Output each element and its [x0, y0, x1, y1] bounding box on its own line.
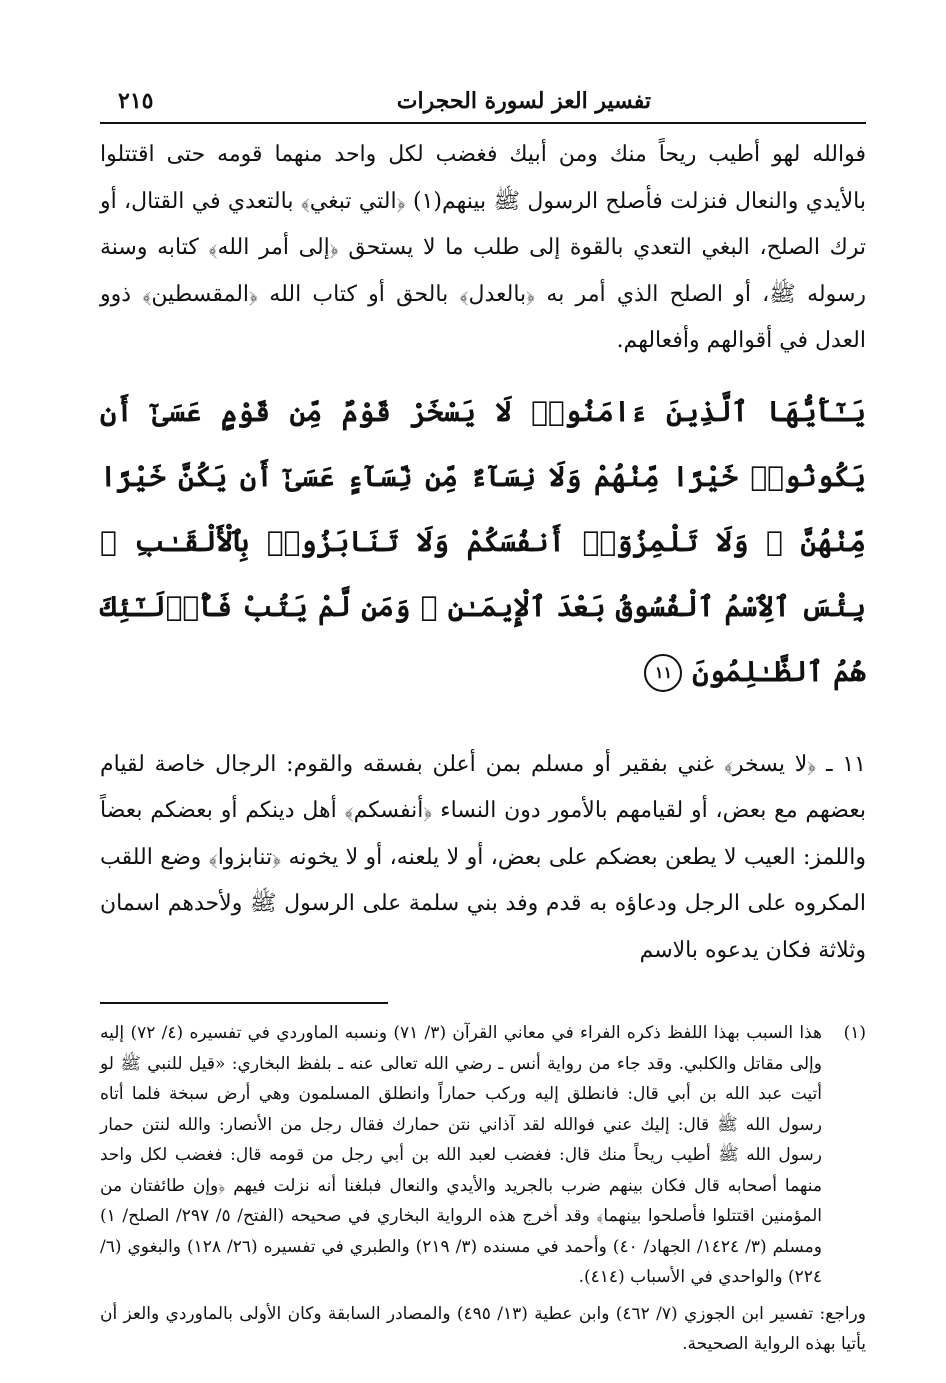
commentary-paragraph-2: ١١ ـ ﴿لا يسخر﴾ غني بفقير أو مسلم بمن أعلن بفسقه والقوم: الرجال خاصة لقيام بعضهم مع بعض، أو لقيامهم بالأمور دون النساء ﴿أنفسكم﴾ أهل دينكم أو بعضكم بعضاً واللمز: العيب لا يطعن بعضكم على بعض، أو لا يلعنه، أو لا يخونه ﴿تنابزوا﴾ وضع اللقب المكروه على الرجل ودعاؤه به قدم وفد بني سلمة على الرسول ﷺ ولأحدهم اسمان وثلاثة فكان يدعوه بالاسم: [100, 751, 866, 963]
footnote-item: [100, 1018, 866, 1293]
running-title: تفسير العز لسورة الحجرات: [396, 88, 651, 114]
quran-verse-text: يَـٰٓأَيُّهَا ٱلَّذِينَ ءَامَنُوا۟ لَا يَسْخَرْ قَوْمٌ مِّن قَوْمٍ عَسَىٰٓ أَن يَكُونُوا۟ خَيْرًا مِّنْهُمْ وَلَا نِسَآءٌ مِّن نِّسَآءٍ عَسَىٰٓ أَن يَكُنَّ خَيْرًا مِّنْهُنَّ ۖ وَلَا تَلْمِزُوٓا۟ أَنفُسَكُمْ وَلَا تَنَابَزُوا۟ بِٱلْأَلْقَـٰبِ ۖ بِئْسَ ٱلِٱسْمُ ٱلْفُسُوقُ بَعْدَ ٱلْإِيمَـٰنِ ۚ وَمَن لَّمْ يَتُبْ فَأُو۟لَـٰٓئِكَ هُمُ ٱلظَّـٰلِمُونَ: [100, 394, 867, 688]
book-page: [100, 86, 867, 1354]
footnote-separator: [100, 1002, 388, 1004]
commentary-paragraph-1: فوالله لهو أطيب ريحاً منك ومن أبيك فغضب لكل واحد منهما قومه حتى اقتتلوا بالأيدي والنعال فنزلت فأصلح الرسول ﷺ بينهم(١) ﴿التي تبغي﴾ بالتعدي في القتال، أو ترك الصلح، البغي التعدي بالقوة إلى طلب ما لا يستحق ﴿إلى أمر الله﴾ كتابه وسنة رسوله ﷺ، أو الصلح الذي أمر به ﴿بالعدل﴾ بالحق أو كتاب الله ﴿المقسطين﴾ ذوو العدل في أقوالهم وأفعالهم.: [100, 142, 866, 353]
footnotes: [100, 1018, 866, 1360]
ayah-number-marker: ١١: [644, 654, 682, 692]
footnote-number: (١): [843, 1023, 866, 1043]
footnote-reference: وراجع: تفسير ابن الجوزي (٧/ ٤٦٢) وابن عطية (١٣/ ٤٩٥) والمصادر السابقة وكان الأولى بالماوردي والعز أن يأتيا بهذه الرواية الصحيحة.: [100, 1303, 866, 1354]
quran-verse-block: [100, 379, 866, 704]
footnote-text: هذا السبب بهذا اللفظ ذكره الفراء في معاني القرآن (٣/ ٧١) ونسبه الماوردي في تفسيره (٤/ ٧٢) إليه وإلى مقاتل والكلبي. وقد جاء من رواية أنس ـ رضي الله تعالى عنه ـ بلفظ البخاري: «قيل للنبي ﷺ لو أتيت عبد الله بن أبي قال: فانطلق إليه وركب حماراً وانطلق المسلمون وهي أرض سبخة فلما أتاه رسول الله ﷺ قال: إليك عني فوالله لقد آذاني نتن حمارك فقال رجل من الأنصار: والله لنتن حمار رسول الله ﷺ أطيب ريحاً منك قال: فغضب لعبد الله بن أبي رجل من قومه قال: فغضب لكل واحد منهما أصحابه قال فكان بينهم ضرب بالجريد والأيدي والنعال فبلغنا أنه نزلت فيهم ﴿وإن طائفتان من المؤمنين اقتتلوا فأصلحوا بينهما﴾ وقد أخرج هذه الرواية البخاري في صحيحه (الفتح/ ٥/ ٢٩٧/ الصلح/ ١) ومسلم (٣/ ١٤٢٤/ الجهاد/ ٤٠) وأحمد في مسنده (٣/ ٢١٩) والطبري في تفسيره (٢٦/ ١٢٨) والبغوي (٦/ ٢٢٤) والواحدي في الأسباب (٤١٤).: [100, 1023, 822, 1287]
page-header: [100, 86, 866, 124]
page-number: ٢١٥: [118, 88, 154, 114]
